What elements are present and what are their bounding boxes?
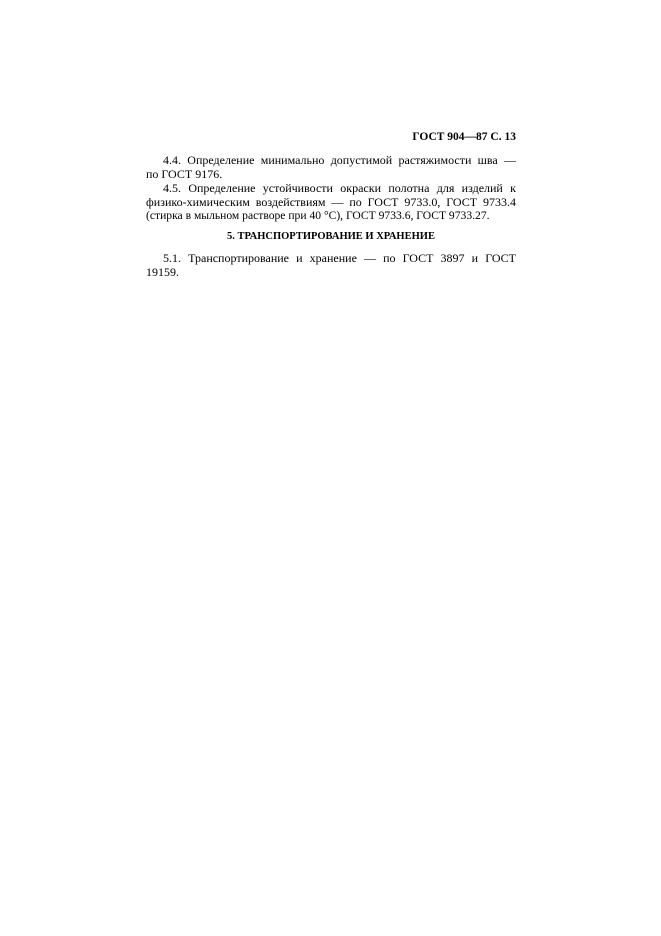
running-header: ГОСТ 904—87 С. 13 (412, 131, 516, 143)
paragraph-4-5-line-3: (стирка в мыльном растворе при 40 °С), ГОСТ 9733.6, ГОСТ 9733.27. (146, 209, 490, 222)
paragraph-5-1-line-1: 5.1. Транспортирование и хранение — по ГОСТ 3897 и ГОСТ (163, 251, 516, 265)
section-5-heading: 5. ТРАНСПОРТИРОВАНИЕ И ХРАНЕНИЕ (227, 231, 435, 242)
paragraph-4-4-line-1: 4.4. Определение минимально допустимой растяжимости шва — (163, 153, 516, 167)
paragraph-4-5-line-1: 4.5. Определение устойчивости окраски полотна для изделий к (163, 181, 516, 195)
paragraph-4-4-line-2: по ГОСТ 9176. (146, 167, 223, 181)
paragraph-5-1-line-2: 19159. (146, 265, 179, 279)
paragraph-4-5-line-2: физико-химическим воздействиям — по ГОСТ 9733.0, ГОСТ 9733.4 (146, 195, 516, 209)
